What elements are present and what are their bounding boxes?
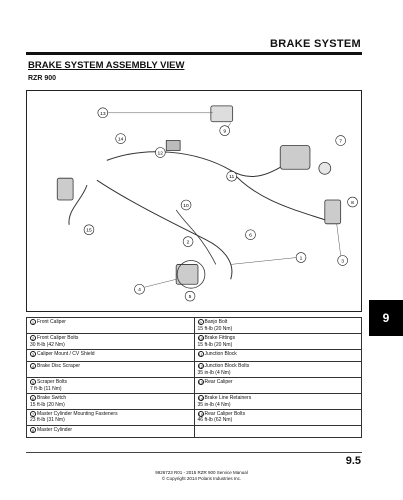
torque-spec: 23 ft-lb (31 Nm): [30, 417, 65, 424]
torque-spec: 15 ft-lb (20 Nm): [30, 401, 65, 408]
chapter-tab: 9: [369, 300, 403, 336]
footer-line-2: © Copyright 2014 Polaris Industries Inc.: [161, 475, 242, 481]
callout-number: 10: [198, 336, 203, 342]
footer: [0, 470, 403, 482]
part-label: Front Caliper Bolts: [37, 334, 79, 341]
table-cell: [194, 318, 362, 334]
callout-11: [227, 171, 237, 181]
table-row: [27, 361, 362, 377]
header-rule: [26, 52, 362, 55]
table-cell: [27, 425, 195, 437]
callout-number: 11: [198, 352, 203, 358]
page-heading: BRAKE SYSTEM ASSEMBLY VIEW: [28, 60, 185, 71]
footer-rule: [26, 452, 362, 453]
part-label: Rear Caliper Bolts: [204, 410, 246, 417]
part-label: Master Cylinder Mounting Fasteners: [37, 410, 118, 417]
part-label: Banjo Bolt: [204, 319, 228, 325]
parts-table: [26, 317, 362, 438]
table-cell: [194, 425, 362, 437]
table-row: [27, 377, 362, 393]
callout-number: 9: [199, 320, 202, 326]
torque-spec: 15 ft-lb (20 Nm): [197, 341, 233, 348]
torque-spec: 30 ft-lb (42 Nm): [30, 341, 65, 348]
table-cell: [27, 349, 195, 361]
torque-spec: 35 in-lb (4 Nm): [197, 369, 231, 376]
callout-number: 4: [31, 364, 35, 370]
callout-9: [220, 126, 230, 136]
callout-number: 12: [198, 364, 203, 370]
callout-8: [348, 197, 358, 207]
svg-text:14: 14: [117, 137, 124, 143]
part-label: Rear Caliper: [204, 378, 233, 385]
svg-text:12: 12: [157, 151, 164, 157]
part-label: Caliper Mount / CV Shield: [37, 350, 95, 357]
callout-13: [98, 108, 108, 118]
table-cell: [27, 377, 195, 393]
svg-text:10: 10: [183, 203, 189, 209]
callout-number: 14: [198, 395, 203, 401]
table-cell: [27, 409, 195, 425]
part-label: Junction Block Bolts: [204, 362, 250, 369]
table-cell: [194, 393, 362, 409]
callout-15: [84, 225, 94, 235]
table-cell: [194, 349, 362, 361]
callout-number: 5: [31, 379, 35, 385]
svg-text:5: 5: [188, 295, 192, 301]
callout-number: 1: [31, 320, 35, 326]
svg-text:4: 4: [138, 288, 141, 294]
callout-6: [246, 230, 256, 240]
page-number: 9.5: [345, 455, 361, 467]
callout-number: 8: [31, 427, 35, 433]
table-row: [27, 393, 362, 409]
table-cell: [194, 333, 362, 349]
table-row: [27, 349, 362, 361]
junction-block-shape: [166, 141, 180, 151]
part-label: Scraper Bolts: [37, 378, 68, 385]
svg-text:8: 8: [351, 200, 354, 206]
section-title: BRAKE SYSTEM: [270, 38, 361, 50]
rear-caliper-shape: [211, 106, 233, 122]
callout-number: 3: [31, 352, 35, 358]
callout-12: [155, 147, 165, 157]
svg-text:15: 15: [86, 228, 92, 234]
table-row: [27, 425, 362, 437]
part-label: Brake Line Retainers: [204, 394, 252, 401]
table-cell: [27, 393, 195, 409]
svg-text:7: 7: [339, 139, 343, 145]
brake-line-branch: [176, 210, 216, 265]
svg-text:11: 11: [229, 175, 235, 181]
leader-3: [337, 224, 341, 256]
part-label: Master Cylinder: [37, 426, 73, 433]
svg-text:2: 2: [186, 240, 190, 246]
callout-3: [338, 256, 348, 266]
part-label: Junction Block: [204, 350, 237, 357]
callout-10: [181, 200, 191, 210]
callout-number: 7: [31, 411, 35, 417]
svg-text:3: 3: [341, 259, 345, 265]
part-label: Front Caliper: [37, 319, 66, 325]
callout-1: [296, 253, 306, 263]
rear-caliper-right-shape: [325, 200, 341, 224]
part-label: Brake Switch: [37, 394, 67, 401]
torque-spec: 15 ft-lb (20 Nm): [197, 325, 233, 332]
callout-5: [185, 291, 195, 301]
svg-text:13: 13: [100, 111, 106, 117]
assembly-diagram: [26, 90, 362, 312]
footer-line-1: 9926723 R01 - 2015 RZR 900 Service Manual: [155, 470, 248, 475]
callout-2: [183, 237, 193, 247]
brake-line-rear: [231, 170, 325, 220]
callout-number: 6: [31, 395, 35, 401]
callout-4: [135, 284, 145, 294]
table-row: [27, 318, 362, 334]
callout-number: 15: [198, 411, 203, 417]
parts-table-body: [27, 318, 362, 438]
leader-1: [231, 257, 297, 264]
table-row: [27, 333, 362, 349]
leader-4: [144, 279, 176, 287]
table-cell: [194, 361, 362, 377]
svg-text:9: 9: [223, 129, 227, 135]
table-row: [27, 409, 362, 425]
callout-7: [336, 136, 346, 146]
table-cell: [27, 318, 195, 334]
model-subtitle: RZR 900: [28, 75, 57, 82]
master-cylinder-shape: [280, 146, 310, 170]
table-cell: [27, 361, 195, 377]
svg-text:6: 6: [249, 233, 252, 239]
callout-14: [116, 134, 126, 144]
brake-line-lower: [97, 180, 232, 279]
table-cell: [194, 377, 362, 393]
part-label: Brake Fittings: [204, 334, 236, 341]
front-caliper-left-shape: [57, 178, 73, 200]
part-label: Brake Disc Scraper: [37, 362, 81, 369]
table-cell: [27, 333, 195, 349]
torque-spec: 46 ft-lb (62 Nm): [197, 417, 233, 424]
brake-line-main: [107, 152, 295, 177]
torque-spec: 35 in-lb (4 Nm): [197, 401, 231, 408]
torque-spec: 7 ft-lb (11 Nm): [30, 385, 62, 392]
parts-table-wrap: [26, 317, 362, 438]
master-cylinder-reservoir: [319, 162, 331, 174]
callout-number: 13: [198, 379, 203, 385]
assembly-diagram-svg: [27, 91, 361, 311]
callout-number: 2: [31, 336, 35, 342]
svg-text:1: 1: [299, 256, 303, 262]
table-cell: [194, 409, 362, 425]
